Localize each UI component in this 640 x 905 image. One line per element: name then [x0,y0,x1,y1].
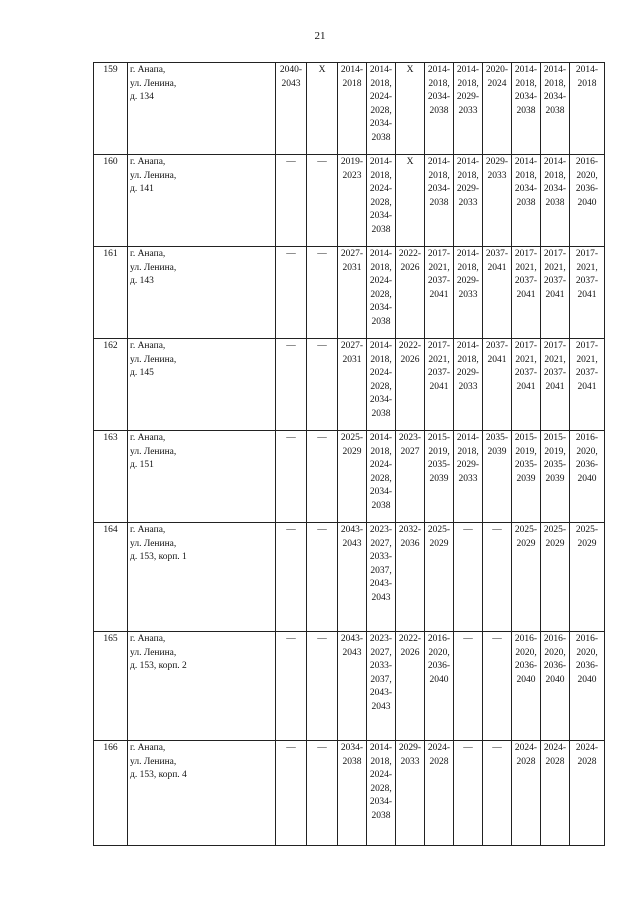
period-cell: 2043- 2043 [338,632,367,741]
period-cell: — [307,339,338,431]
period-cell: 2034- 2038 [338,741,367,846]
period-cell: — [307,155,338,247]
table-row [94,632,605,741]
period-cell: 2017- 2021, 2037- 2041 [541,247,570,339]
period-cell: 2016- 2020, 2036- 2040 [512,632,541,741]
period-cell: 2014- 2018, 2029- 2033 [454,155,483,247]
period-cell: 2024- 2028 [425,741,454,846]
row-number-cell: 161 [94,247,128,339]
period-cell: 2025- 2029 [425,523,454,632]
table-row [94,741,605,846]
period-cell: 2014- 2018, 2034- 2038 [541,155,570,247]
period-cell: 2032- 2036 [396,523,425,632]
period-cell: — [276,155,307,247]
period-cell: — [276,339,307,431]
period-cell: 2040- 2043 [276,63,307,155]
period-cell: X [396,155,425,247]
row-number-cell: 165 [94,632,128,741]
period-cell: 2016- 2020, 2036- 2040 [570,431,605,523]
period-cell: 2025- 2029 [541,523,570,632]
period-cell: 2017- 2021, 2037- 2041 [512,339,541,431]
period-cell: — [307,741,338,846]
period-cell: 2014- 2018, 2034- 2038 [541,63,570,155]
period-cell: 2043- 2043 [338,523,367,632]
period-cell: 2017- 2021, 2037- 2041 [425,339,454,431]
period-cell: 2014- 2018 [570,63,605,155]
address-cell: г. Анапа, ул. Ленина, д. 153, корп. 4 [128,741,276,846]
address-cell: г. Анапа, ул. Ленина, д. 143 [128,247,276,339]
period-cell: 2024- 2028 [541,741,570,846]
period-cell: — [276,741,307,846]
period-cell: — [276,247,307,339]
period-cell: — [483,632,512,741]
period-cell: 2025- 2029 [512,523,541,632]
repair-schedule-table [93,62,605,846]
page-number: 21 [314,30,326,42]
period-cell: 2027- 2031 [338,247,367,339]
period-cell: 2029- 2033 [396,741,425,846]
address-cell: г. Анапа, ул. Ленина, д. 151 [128,431,276,523]
period-cell: — [276,431,307,523]
period-cell: 2015- 2019, 2035- 2039 [425,431,454,523]
period-cell: 2016- 2020, 2036- 2040 [570,632,605,741]
row-number-cell: 163 [94,431,128,523]
period-cell: 2016- 2020, 2036- 2040 [425,632,454,741]
period-cell: 2014- 2018 [338,63,367,155]
period-cell: 2023- 2027, 2033- 2037, 2043- 2043 [367,523,396,632]
period-cell: 2017- 2021, 2037- 2041 [570,247,605,339]
period-cell: — [483,523,512,632]
period-cell: 2014- 2018, 2034- 2038 [512,63,541,155]
row-number-cell: 159 [94,63,128,155]
address-cell: г. Анапа, ул. Ленина, д. 141 [128,155,276,247]
period-cell: 2014- 2018, 2024- 2028, 2034- 2038 [367,247,396,339]
period-cell: 2014- 2018, 2029- 2033 [454,247,483,339]
period-cell: — [483,741,512,846]
address-cell: г. Анапа, ул. Ленина, д. 153, корп. 1 [128,523,276,632]
period-cell: 2022- 2026 [396,247,425,339]
table-row [94,155,605,247]
period-cell: 2014- 2018, 2029- 2033 [454,431,483,523]
period-cell: — [307,523,338,632]
period-cell: 2014- 2018, 2024- 2028, 2034- 2038 [367,741,396,846]
period-cell: 2022- 2026 [396,632,425,741]
period-cell: 2025- 2029 [570,523,605,632]
period-cell: X [396,63,425,155]
period-cell: 2015- 2019, 2035- 2039 [541,431,570,523]
period-cell: 2017- 2021, 2037- 2041 [541,339,570,431]
period-cell: — [454,523,483,632]
table-body [94,63,605,846]
period-cell: — [276,632,307,741]
period-cell: — [307,632,338,741]
period-cell: 2014- 2018, 2024- 2028, 2034- 2038 [367,431,396,523]
period-cell: 2015- 2019, 2035- 2039 [512,431,541,523]
period-cell: 2037- 2041 [483,247,512,339]
period-cell: 2017- 2021, 2037- 2041 [425,247,454,339]
period-cell: 2020- 2024 [483,63,512,155]
period-cell: 2037- 2041 [483,339,512,431]
period-cell: 2023- 2027 [396,431,425,523]
period-cell: 2023- 2027, 2033- 2037, 2043- 2043 [367,632,396,741]
period-cell: 2014- 2018, 2034- 2038 [425,63,454,155]
period-cell: 2014- 2018, 2029- 2033 [454,63,483,155]
table-row [94,339,605,431]
period-cell: X [307,63,338,155]
period-cell: 2017- 2021, 2037- 2041 [512,247,541,339]
period-cell: 2029- 2033 [483,155,512,247]
period-cell: 2017- 2021, 2037- 2041 [570,339,605,431]
period-cell: 2014- 2018, 2024- 2028, 2034- 2038 [367,155,396,247]
row-number-cell: 164 [94,523,128,632]
period-cell: — [307,431,338,523]
period-cell: 2016- 2020, 2036- 2040 [570,155,605,247]
address-cell: г. Анапа, ул. Ленина, д. 134 [128,63,276,155]
period-cell: 2014- 2018, 2029- 2033 [454,339,483,431]
table-row [94,523,605,632]
row-number-cell: 160 [94,155,128,247]
table-row [94,431,605,523]
period-cell: 2035- 2039 [483,431,512,523]
period-cell: 2024- 2028 [512,741,541,846]
period-cell: 2016- 2020, 2036- 2040 [541,632,570,741]
period-cell: — [276,523,307,632]
period-cell: — [454,632,483,741]
table-row [94,247,605,339]
table-row [94,63,605,155]
period-cell: 2027- 2031 [338,339,367,431]
period-cell: 2024- 2028 [570,741,605,846]
row-number-cell: 166 [94,741,128,846]
period-cell: — [454,741,483,846]
period-cell: 2025- 2029 [338,431,367,523]
period-cell: 2014- 2018, 2034- 2038 [425,155,454,247]
address-cell: г. Анапа, ул. Ленина, д. 145 [128,339,276,431]
address-cell: г. Анапа, ул. Ленина, д. 153, корп. 2 [128,632,276,741]
period-cell: 2014- 2018, 2034- 2038 [512,155,541,247]
period-cell: 2014- 2018, 2024- 2028, 2034- 2038 [367,339,396,431]
row-number-cell: 162 [94,339,128,431]
period-cell: 2014- 2018, 2024- 2028, 2034- 2038 [367,63,396,155]
period-cell: — [307,247,338,339]
period-cell: 2019- 2023 [338,155,367,247]
period-cell: 2022- 2026 [396,339,425,431]
